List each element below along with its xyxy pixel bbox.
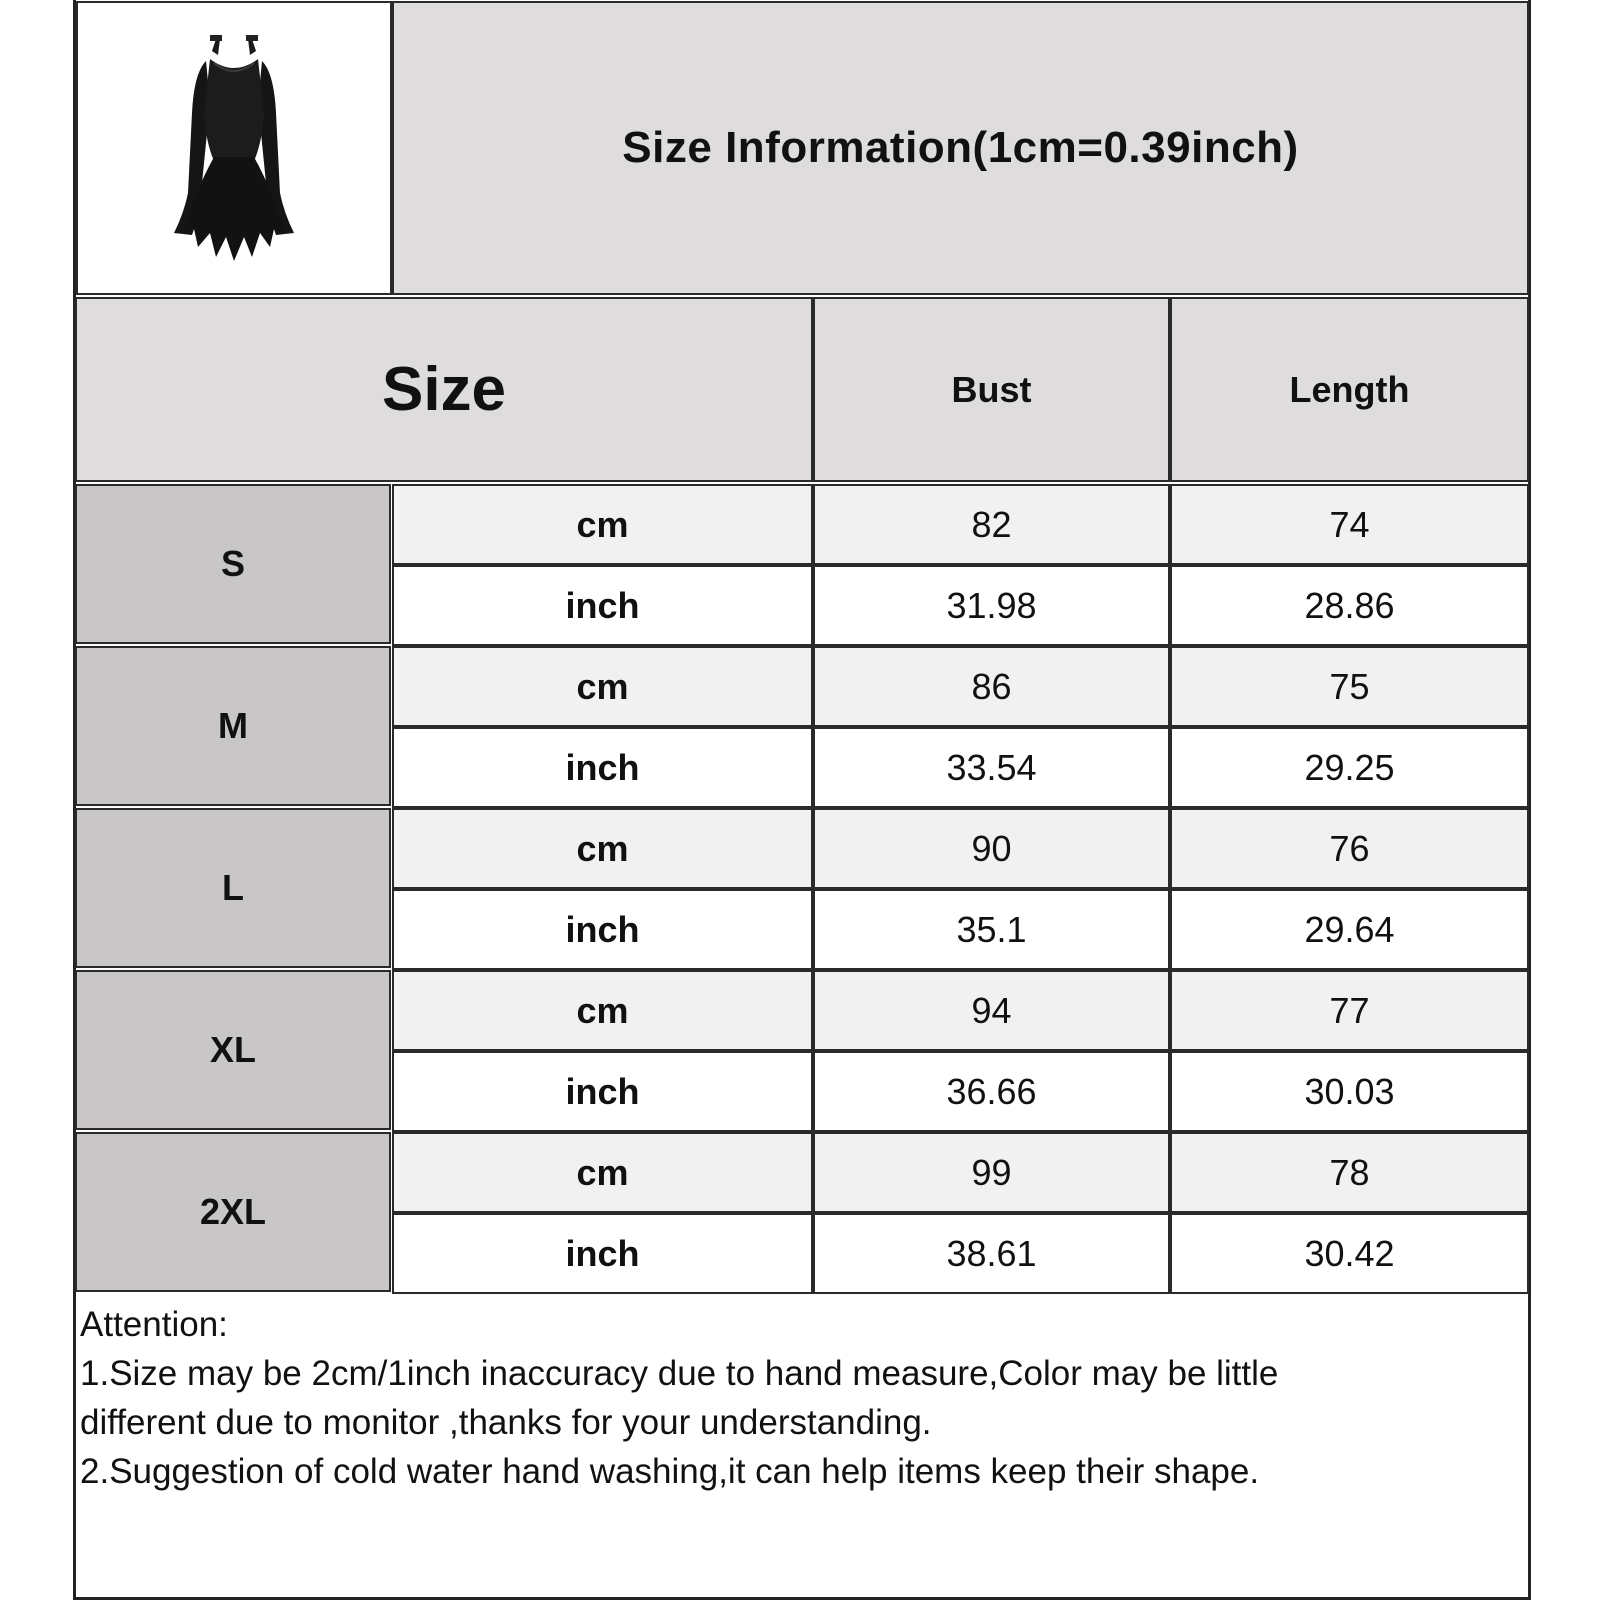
bust-value-cell [814,566,1169,645]
length-value: 78 [1329,1151,1370,1193]
length-value: 75 [1329,665,1370,707]
unit-cell [393,728,812,807]
attention-notes [80,1300,1520,1496]
black-long-sleeve-cold-shoulder-dress-icon [154,33,314,263]
unit-label: inch [565,746,640,788]
length-value: 76 [1329,827,1370,869]
length-value-cell [1171,890,1528,969]
unit-cell [393,566,812,645]
size-label: M [218,705,248,746]
size-info-title: Size Information(1cm=0.39inch) [622,123,1299,172]
length-header: Length [1289,368,1410,410]
bust-value: 36.66 [946,1070,1037,1112]
length-value-cell [1171,1133,1528,1212]
length-value: 29.25 [1304,746,1395,788]
note-line: 2.Suggestion of cold water hand washing,it can help items keep their shape. [80,1452,1260,1491]
unit-cell [393,890,812,969]
length-value-cell [1171,728,1528,807]
bust-header: Bust [951,368,1032,410]
unit-label: cm [576,827,629,869]
attention-heading: Attention: [80,1305,228,1344]
bust-value: 94 [971,989,1012,1031]
bust-value-cell [814,485,1169,564]
bust-value: 82 [971,503,1012,545]
note-line: different due to monitor ,thanks for your understanding. [80,1403,932,1442]
unit-cell [393,971,812,1050]
length-value: 74 [1329,503,1370,545]
size-label-cell [76,1133,390,1291]
unit-cell [393,809,812,888]
bust-value-cell [814,647,1169,726]
bust-value: 33.54 [946,746,1037,788]
length-value-cell [1171,647,1528,726]
length-value-cell [1171,1052,1528,1131]
length-value: 77 [1329,989,1370,1031]
bust-value: 90 [971,827,1012,869]
bust-header-cell [814,298,1169,481]
unit-label: cm [576,503,629,545]
unit-cell [393,485,812,564]
size-label: S [220,543,245,584]
length-value: 30.03 [1304,1070,1395,1112]
length-value-cell [1171,485,1528,564]
unit-cell [393,1133,812,1212]
size-header: Size [381,355,507,424]
bust-value-cell [814,971,1169,1050]
length-value: 28.86 [1304,584,1395,626]
bust-value-cell [814,809,1169,888]
unit-label: inch [565,908,640,950]
size-label: L [222,867,244,908]
unit-cell [393,1052,812,1131]
bust-value-cell [814,1214,1169,1293]
product-image-cell [77,2,391,294]
unit-label: cm [576,665,629,707]
bust-value: 35.1 [956,908,1027,950]
size-info-title-cell [393,2,1528,294]
unit-label: cm [576,989,629,1031]
length-value-cell [1171,566,1528,645]
unit-label: inch [565,1070,640,1112]
length-value-cell [1171,809,1528,888]
bust-value: 86 [971,665,1012,707]
length-value-cell [1171,971,1528,1050]
size-header-cell [76,298,812,481]
unit-cell [393,1214,812,1293]
length-value: 29.64 [1304,908,1395,950]
size-label-cell [76,647,390,805]
bust-value: 99 [971,1151,1012,1193]
size-label-cell [76,809,390,967]
bust-value-cell [814,728,1169,807]
bust-value-cell [814,1052,1169,1131]
unit-label: inch [565,584,640,626]
size-label: XL [209,1029,256,1070]
note-line: 1.Size may be 2cm/1inch inaccuracy due to hand measure,Color may be little [80,1354,1279,1393]
size-label-cell [76,971,390,1129]
bust-value-cell [814,1133,1169,1212]
length-value: 30.42 [1304,1232,1395,1274]
bust-value: 31.98 [946,584,1037,626]
unit-label: inch [565,1232,640,1274]
bust-value: 38.61 [946,1232,1037,1274]
length-header-cell [1171,298,1528,481]
unit-label: cm [576,1151,629,1193]
unit-cell [393,647,812,726]
bust-value-cell [814,890,1169,969]
size-label-cell [76,485,390,643]
size-label: 2XL [199,1191,267,1232]
length-value-cell [1171,1214,1528,1293]
